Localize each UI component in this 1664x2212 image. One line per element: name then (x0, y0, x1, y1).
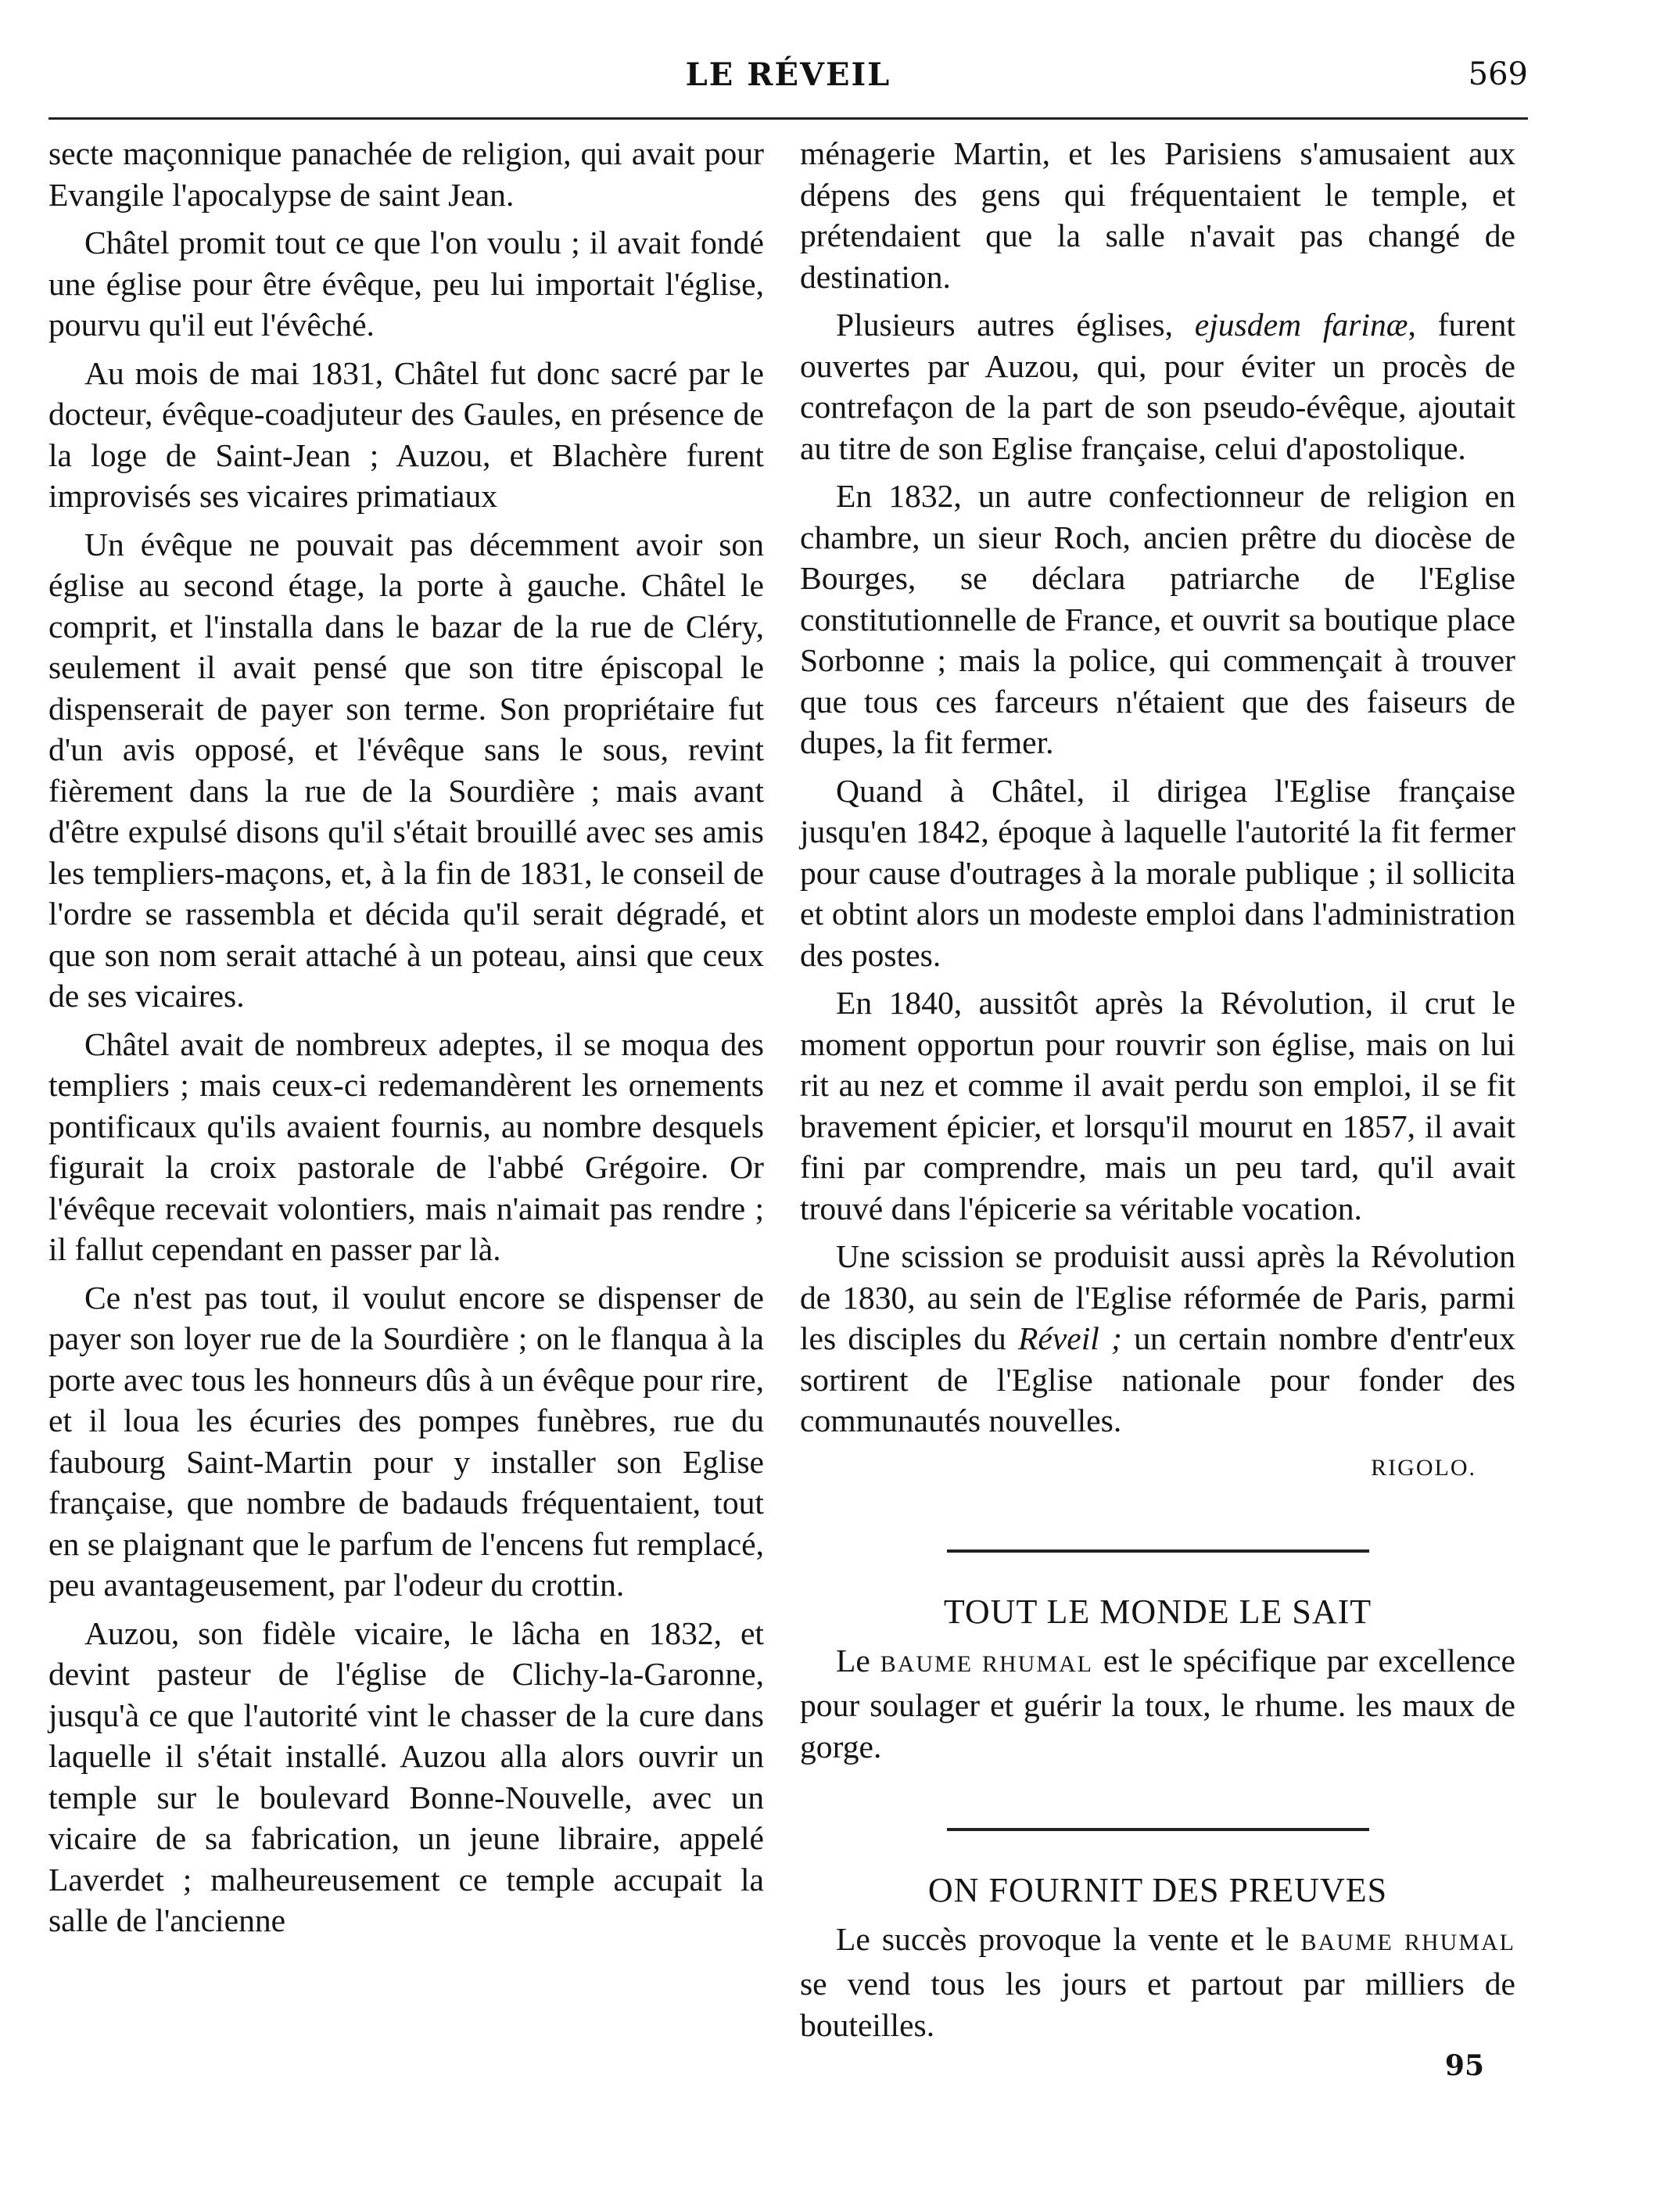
ad-heading: TOUT LE MONDE LE SAIT (943, 1593, 1372, 1631)
page-number: 569 (1468, 56, 1528, 92)
paragraph: En 1832, un autre confectionneur de religion en chambre, un sieur Roch, ancien prêtre du diocèse de Bourges, se déclara patriarche de l'Eglise constitutionnelle de France, et ouvrit sa boutique place Sorbonne ; mais la police, qui commençait à trouver que tous ces farceurs n'étaient que des faiseurs de dupes, la fit fermer. (800, 478, 1515, 760)
paragraph: ménagerie Martin, et les Parisiens s'amusaient aux dépens des gens qui fréquentaient le temple, et prétendaient que la salle n'avait pas changé de destination. (800, 135, 1515, 295)
author-signature: RIGOLO. (1371, 1454, 1476, 1481)
ad-text (800, 1919, 1515, 2046)
paragraph: Un évêque ne pouvait pas décemment avoir son église au second étage, la porte à gauche. Châtel le comprit, et l'installa dans le bazar de la rue de Cléry, seulement il avait pensé que son titre épiscopal le dispenserait de payer son terme. Son propriétaire fut d'un avis opposé, et l'évêque sans le sous, revint fièrement dans la rue de la Sourdière ; mais avant d'être expulsé disons qu'il s'était brouillé avec ses amis les templiers-maçons, et, à la fin de 1831, le conseil de l'ordre se rassembla et décida qu'il serait dégradé, et que son nom serait attaché à un poteau, ainsi que ceux de ses vicaires. (48, 526, 764, 1014)
paragraph (800, 1236, 1515, 1442)
text-run: un certain nombre d'entr'eux sortirent de l'Eglise nationale pour fonder des communautés nouvelles. (800, 1320, 1515, 1438)
paragraph: Châtel promit tout ce que l'on voulu ; il avait fondé une église pour être évêque, peu lui importait l'église, pourvu qu'il eut l'évêché. (48, 224, 764, 343)
text-run: , furent ouvertes par Auzou, qui, pour éviter un procès de contrefaçon de la part de son pseudo-évêque, ajoutait au titre de son Eglise française, celui d'apostolique. (800, 307, 1515, 466)
paragraph: Auzou, son fidèle vicaire, le lâcha en 1832, et devint pasteur de l'église de Clichy-la-Garonne, jusqu'à ce que l'autorité vint le chasser de la cure dans laquelle il s'était installé. Auzou alla alors ouvrir un temple sur le boulevard Bonne-Nouvelle, avec un vicaire de sa fabrication, un jeune libraire, appelé Laverdet ; malheureusement ce temple accupait la salle de l'ancienne (48, 1614, 764, 1938)
paragraph (800, 304, 1515, 469)
separator-rule (947, 1549, 1369, 1553)
page-header (48, 56, 1528, 103)
paragraph: Au mois de mai 1831, Châtel fut donc sacré par le docteur, évêque-coadjuteur des Gaules, en présence de la loge de Saint-Jean ; Auzou, et Blachère furent improvisés ses vicaires primatiaux (48, 354, 764, 514)
text-run: Plusieurs autres églises, (836, 307, 1195, 343)
ad-number: 95 (1444, 2049, 1484, 2082)
left-column (48, 133, 764, 1941)
ad-text (800, 1640, 1515, 1768)
brand-name: BAUME RHUMAL (880, 1650, 1094, 1677)
journal-title: LE RÉVEIL (685, 56, 891, 93)
latin-phrase: ejusdem farinæ (1194, 307, 1408, 343)
ad-heading: ON FOURNIT DES PREUVES (927, 1871, 1388, 1909)
text-run: est le spécifique par excellence pour soulager et guérir la toux, le rhume. les maux de gorge. (800, 1642, 1515, 1765)
journal-name: Réveil ; (1017, 1320, 1122, 1356)
paragraph: Quand à Châtel, il dirigea l'Eglise française jusqu'en 1842, époque à laquelle l'autorité la fit fermer pour cause d'outrages à la morale publique ; il sollicita et obtint alors un modeste emploi dans l'administration des postes. (800, 772, 1515, 973)
separator-rule (947, 1828, 1369, 1831)
paragraph: Ce n'est pas tout, il voulut encore se dispenser de payer son loyer rue de la Sourdière ; on le flanqua à la porte avec tous les honneurs dûs à un évêque pour rire, et il loua les écuries des pompes funèbres, rue du faubourg Saint-Martin pour y installer son Eglise française, que nombre de badauds fréquentaient, tout en se plaignant que le parfum de l'encens fut remplacé, peu avantageusement, par l'odeur du crottin. (48, 1279, 764, 1603)
text-run: Le succès provoque la vente et le (836, 1920, 1301, 1957)
brand-name: BAUME RHUMAL (1300, 1929, 1515, 1955)
ad-footer (800, 2045, 1515, 2087)
paragraph: En 1840, aussitôt après la Révolution, il crut le moment opportun pour rouvrir son église, mais on lui rit au nez et comme il avait perdu son emploi, il se fit bravement épicier, et lorsqu'il mourut en 1857, il avait fini par comprendre, mais un peu tard, qu'il avait trouvé dans l'épicerie sa véritable vocation. (800, 985, 1515, 1226)
paragraph: Châtel avait de nombreux adeptes, il se moqua des templiers ; mais ceux-ci redemandèrent les ornements pontificaux qu'ils avaient fournis, au nombre desquels figurait la croix pastorale de l'abbé Grégoire. Or l'évêque recevait volontiers, mais n'aimait pas rendre ; il fallut cependant en passer par là. (48, 1025, 764, 1267)
text-run: Une scission se produisit aussi après la Révolution de 1830, au sein de l'Eglise réformée de Paris, parmi les disciples du (800, 1238, 1515, 1356)
paragraph: secte maçonnique panachée de religion, qui avait pour Evangile l'apocalypse de saint Jean. (48, 135, 764, 213)
text-run: Le (836, 1642, 880, 1679)
header-rule (48, 117, 1528, 120)
text-run: se vend tous les jours et partout par milliers de bouteilles. (800, 1966, 1515, 2043)
right-column (800, 133, 1515, 2087)
